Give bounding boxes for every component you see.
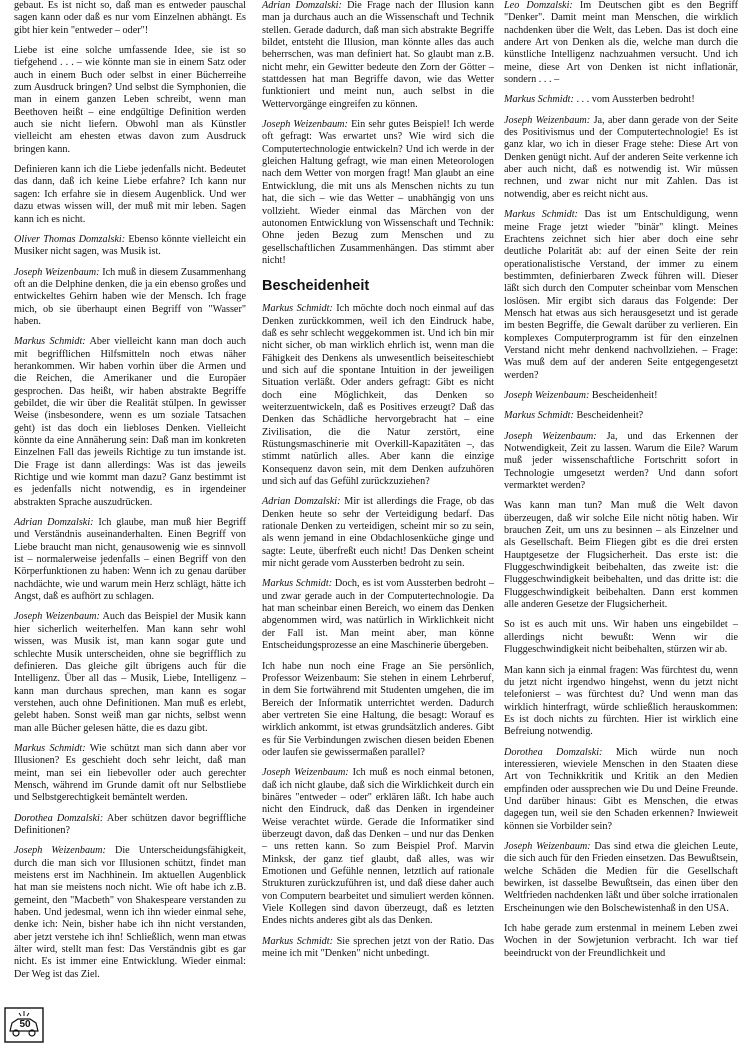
paragraph — [504, 665, 738, 739]
paragraph-text: Aber schützen davor begriffliche Definitionen? — [14, 812, 246, 836]
speaker-name: Adrian Domzalski: — [14, 517, 94, 529]
paragraph — [504, 841, 738, 915]
paragraph — [14, 164, 246, 226]
speaker-name: Markus Schmidt: — [262, 303, 333, 315]
paragraph — [14, 813, 246, 838]
paragraph — [504, 747, 738, 833]
paragraph — [504, 209, 738, 382]
speaker-name: Markus Schmidt: — [504, 94, 574, 106]
paragraph-text: Was kann man tun? Man muß die Welt davon überzeugen, daß wir solche Eile nicht nötig haben. Wir brauchen Zeit, um uns zu besinnen – als Einzelner und als Gesellschaft. Beim Fliegen gibt es die drei ersten Hauptgesetze der Flugsicherheit. Das erste ist: die Fluggeschwindigkeit beibehalten, das zweite ist: die Fluggeschwindigkeit beibehalten, und das dritte ist: die Fluggeschwindigkeit beibehalten. Dann erst kommen alle anderen Gesetze der Flugsicherheit. — [504, 500, 738, 611]
paragraph-text: Aber vielleicht kann man doch auch mit begrifflichen Hilfsmitteln noch etwas näher herankommen. Wir haben vorhin über die Armen und die Reichen, die Amerikaner und die Europäer gesprochen. Das heißt, wir haben abstrakte Begriffe gebildet, die wir über die Realität stülpen. In gewisser Weise (insbesondere, wenn es um soziale Tatsachen geht) ist das doch ein liebloses Denken. Vielleicht könnte da eine Annäherung sein: Daß man im konkreten Einzelnen Fall das jeweils Richtige zu tun imstande ist. Die Frage ist dann allerdings: Was ist das jeweils Richtige und wie kommt man dazu? Ganz bestimmt ist es jedenfalls nicht notwendig, es in irgendeiner abstrakten Sprache auszudrücken. — [14, 336, 246, 508]
document-page — [14, 0, 738, 1050]
section-heading: Bescheidenheit — [262, 278, 370, 295]
speaker-name: Joseph Weizenbaum: — [504, 840, 591, 852]
paragraph-text: . . . vom Aussterben bedroht! — [573, 94, 695, 106]
paragraph — [14, 45, 246, 156]
paragraph — [14, 336, 246, 509]
paragraph — [504, 619, 738, 656]
speaker-name: Joseph Weizenbaum: — [14, 611, 100, 623]
column-3 — [504, 0, 738, 968]
paragraph — [504, 410, 738, 422]
paragraph-text: Das ist um Entschuldigung, wenn meine Frage jetzt wieder "binär" klingt. Meines Erachtens zeichnet sich hier aber doch eine sehr deutliche Polarität ab: auf der einen Seite der rein operationalistische Verstand, der immer zu einem bestimmten, definierbaren Zweck führen will. Dieser läßt sich durch den Computer scheinbar vom Menschen loslösen. Mir ergibt sich daraus das Folgende: Der Mensch hat etwas aus sich herausgesetzt und ist gerade im besten Begriffe, die Gewalt darüber zu verlieren. Ein komplexes Computerprogramm ist für den einzelnen Verstand nicht mehr denkend nachvollziehen. – Frage: Was muß dem auf der anderen Seite entgegengesetzt werden? — [504, 209, 738, 381]
paragraph-text: Ich habe gerade zum erstenmal in meinem Leben zwei Wochen in der Sowjetunion verbracht. Ich war tief beeindruckt von der Freundlichkeit und — [504, 923, 738, 959]
paragraph-text: Definieren kann ich die Liebe jedenfalls nicht. Bedeutet das dann, daß ich keine Liebe erfahre? Ich kann nur sagen: Ich erfahre sie in diesem Augenblick. Und wer dazu etwas wissen will, der muß mit mir leben. Sagen kann ich es nicht. — [14, 164, 246, 225]
paragraph-text: Bescheidenheit! — [589, 389, 658, 401]
paragraph-text: Auch das Beispiel der Musik kann hier sicherlich weiterhelfen. Man kann sehr wohl wissen, was Musik ist, man kann sogar gute und schlechte Musik unterscheiden, ohne sie begrifflich zu definieren. Das gleiche gilt übrigens auch für die Intelligenz. Über all das – Musik, Liebe, Intelligenz – kann man durchaus sprechen, man kann es sogar verstehen, auch ohne Definitionen. Man muß es erlebt, gelebt haben. Sonst weiß man gar nichts, selbst wenn man alle Bücher gelesen hätte, die es dazu gibt. — [14, 611, 246, 734]
paragraph — [262, 661, 494, 760]
paragraph — [14, 234, 246, 259]
paragraph — [262, 767, 494, 927]
paragraph — [504, 115, 738, 201]
paragraph — [14, 267, 246, 329]
speaker-name: Adrian Domzalski: — [262, 0, 342, 11]
speaker-name: Markus Schmidt: — [504, 410, 574, 422]
paragraph — [262, 119, 494, 267]
paragraph-text: Wie schützt man sich dann aber vor Illusionen? Es geschieht doch sehr leicht, daß man meint, man sei ein liebevoller oder auch gerechter Mensch, während im Grunde damit oft nur Selbstliebe und Selbstgerechtigkeit bemäntelt werden. — [14, 742, 246, 804]
paragraph-text: So ist es auch mit uns. Wir haben uns eingebildet – allerdings nicht bewußt: Wenn wir die Fluggeschwindigkeit nicht beibehalten, stürzen wir ab. — [504, 619, 738, 656]
paragraph-text: Die Frage nach der Illusion kann man ja durchaus auch an die Wissenschaft und Technik stellen. Gerade dadurch, daß man sich abstrakte Begriffe bildet, entsteht die Illusion, man könnte alles das auch beherrschen, was man definiert hat. So glaubt man z.B. nicht mehr, ein Gewitter bedeute den Zorn der Götter – stattdessen hat man Begriffe davon, wie das Wetter funktioniert und meint nun, auch selbst in die Wettervorgänge eingreifen zu können. — [262, 0, 494, 110]
speaker-name: Joseph Weizenbaum: — [262, 119, 348, 131]
speaker-name: Markus Schmidt: — [504, 209, 578, 221]
speaker-name: Dorothea Domzalski: — [14, 812, 104, 824]
paragraph-text: gebaut. Es ist nicht so, daß man es entweder pauschal sagen kann oder daß es nur vom Einzelnen abhängt. Es gibt hier kein "entweder – oder"! — [14, 0, 246, 36]
speaker-name: Oliver Thomas Domzalski: — [14, 233, 126, 245]
paragraph-text: Ein sehr gutes Beispiel! Ich werde oft gefragt: Was erwartet uns? Wie wird sich die Computertechnologie entwickeln? Und ich werde in der gleichen Haltung gefragt, wie man einen Meteorologen nach dem Wetter von morgen fragt! Man glaubt an eine Entwicklung, die mit uns als Menschen nichts zu tun hat, die sich – wie das Wetter – unabhängig von uns vollzieht. Wieder einmal das Märchen von der autonomen Entwicklung von Wissenschaft und Technik: Ohne jeden Bezug zum Menschen und zu gesellschaftlichen Zusammenhängen. Das stimmt aber nicht! — [262, 119, 494, 266]
paragraph — [504, 0, 738, 86]
paragraph — [262, 303, 494, 488]
column-1 — [14, 0, 246, 989]
speaker-name: Markus Schmidt: — [14, 336, 86, 348]
paragraph-text: Liebe ist eine solche umfassende Idee, sie ist so tiefgehend . . . – wie könnte man sie in einem Satz oder auch in einem Buch oder selbst in einer Bücherreihe zum Ausdruck bringen? Und selbst die Symphonien, die man in einem ganzen Leben schreibt, wenn man Beethoven heißt – eine endgültige Definition werden auch sie nicht liefern. Obwohl man als Künstler vielleicht am ehesten etwas davon zum Ausdruck bringen kann. — [14, 45, 246, 155]
speaker-name: Joseph Weizenbaum: — [504, 430, 597, 442]
speaker-name: Joseph Weizenbaum: — [504, 389, 590, 401]
paragraph — [262, 936, 494, 961]
paragraph — [14, 845, 246, 981]
speaker-name: Joseph Weizenbaum: — [14, 266, 100, 278]
paragraph — [14, 743, 246, 805]
speaker-name: Joseph Weizenbaum: — [262, 767, 349, 779]
paragraph — [504, 923, 738, 960]
speaker-name: Joseph Weizenbaum: — [14, 845, 106, 857]
paragraph — [14, 0, 246, 37]
paragraph — [262, 0, 494, 111]
speaker-name: Leo Domzalski: — [504, 0, 573, 11]
paragraph-text: Ich habe nun noch eine Frage an Sie persönlich, Professor Weizenbaum: Sie stehen in einem Lehrberuf, in dem Sie fortwährend mit Studenten umgehen, die im Bereich der Informatik unterrichtet werden. Dadurch aber vertreten Sie eine Haltung, die besagt: Worauf es wirklich ankommt, ist etwas grundsätzlich anderes. Gibt es für Sie Verbindungen zwischen diesen beiden Ebenen oder laufen sie gewissermaßen parallel? — [262, 660, 494, 758]
paragraph — [504, 94, 738, 106]
paragraph-text: Ich muß es noch einmal betonen, daß ich nicht glaube, daß sich die Wirklichkeit durch ein binäres "entweder – oder" erklären läßt. Ich habe auch nicht den Eindruck, daß das Denken in irgendeiner Weise verachtet würde. Gerade die Informatiker sind überzeugt davon, daß das Denken – und nur das Denken – uns retten kann. So zum Beispiel Prof. Marvin Minksk, der ganz tief glaubt, daß alles, was wir Emotionen und Gefühle nennen, letztlich auf rationale Strukturen zurückzuführen ist, und daß diese daher auch von Computern bearbeitet und simuliert werden können. Viele Kollegen sind davon überzeugt, daß es letzten Endes nichts anderes gibt als das Denken. — [262, 767, 494, 927]
paragraph-text: Man kann sich ja einmal fragen: Was fürchtest du, wenn du jetzt nicht irgendwo hingehst, wenn du jetzt nicht telefonierst – was fürchtest du? Und wenn man das wirklich hinterfragt, würde schließlich herauskommen: Es ist doch nichts zu fürchten. Hier ist wirklich eine Befreiung notwendig. — [504, 664, 738, 738]
paragraph — [14, 517, 246, 603]
speaker-name: Markus Schmidt: — [262, 935, 333, 947]
speaker-name: Dorothea Domzalski: — [504, 746, 603, 758]
paragraph-text: Die Unterscheidungsfähigkeit, durch die man sich vor Illusionen schützt, findet man meistens erst im Nachhinein. Im aktuellen Augenblick hat man sie meistens noch nicht. Wie oft habe ich z.B. gemeint, den "Macbeth" von Shakespeare verstanden zu haben. Und jedesmal, wenn ich ihn wieder einmal sehe, denke ich: Nein, bisher habe ich ihn nicht verstanden, aber jetzt verstehe ich ihn! Schließlich, wenn man etwas älter wird, stellt man fest: Das Verständnis gibt es gar nicht. Es ist immer eine Entwicklung. Wieder einmal: Der Weg ist das Ziel. — [14, 845, 246, 980]
paragraph — [504, 500, 738, 611]
column-2 — [262, 0, 494, 968]
speaker-name: Markus Schmidt: — [14, 742, 86, 754]
speaker-name: Markus Schmidt: — [262, 578, 333, 590]
paragraph-text: Mich würde nun noch interessieren, wieviele Menschen in den Staaten diese Art von Technikkritik und Kritik an den Medien empfinden oder aussprechen wie Du und Deine Freunde. Und darüber hinaus: Gibt es Menschen, die etwas dagegen tun, weil sie den Schaden erkennen? Inwieweit können sie Vorbilder sein? — [504, 746, 738, 832]
paragraph-text: Doch, es ist vom Aussterben bedroht – und zwar gerade auch in der Computertechnologie. Da hat man scheinbar einen Bereich, wo einem das Denken abgenommen wird, was natürlich in Wirklichkeit nicht der Fall ist. Man meint aber, man könne Entscheidungsprozesse an eine Maschinerie übergeben. — [262, 578, 494, 652]
paragraph-text: Ja, und das Erkennen der Notwendigkeit, Zeit zu lassen. Warum die Eile? Warum muß jeder wissenschaftliche Fortschritt sofort in Technologie umgesetzt werden? Und dann sofort vermarktet werden? — [504, 430, 738, 492]
paragraph — [262, 496, 494, 570]
paragraph — [262, 578, 494, 652]
paragraph — [504, 431, 738, 493]
speaker-name: Joseph Weizenbaum: — [504, 114, 591, 126]
paragraph-text: Ebenso könnte vielleicht ein Musiker nicht sagen, was Musik ist. — [14, 233, 246, 258]
paragraph-text: Bescheidenheit? — [573, 410, 644, 422]
paragraph-text: Ja, aber dann gerade von der Seite des Positivismus und der Computertechnologie! Es ist ganz klar, wo ich in dieser Frage stehe: Diese Art von Denken genügt nicht. Auf der anderen Seite verkenne ich aber auch nicht, daß es notwendig ist. Wir müssen rechnen, und zwar nicht nur mit Zahlen. Das ist notwendig, aber es reicht nicht aus. — [504, 114, 738, 200]
paragraph-text: Mir ist allerdings die Frage, ob das Denken heute so sehr der Verteidigung bedarf. Das rationale Denken zu verteidigen, scheint mir so zu sein, als wenn jemand in eine Obdachlosenküche ginge und sagte: Leute, überfreßt euch nicht! Das Denken scheint mir nicht gerade vom Aussterben bedroht zu sein. — [262, 496, 494, 570]
paragraph — [14, 611, 246, 734]
paragraph-text: Das sind etwa die gleichen Leute, die sich auch für den Frieden einsetzen. Das Bewußtsein, welche Schäden die Medien für die Gesellschaft bewirken, ist dasselbe Bewußtsein, das einen über den Weltfrieden nachdenken läßt und über solche irrationalen Erscheinungen wie den Bolschewistenhaß in den USA. — [504, 840, 739, 914]
speaker-name: Adrian Domzalski: — [262, 496, 341, 508]
paragraph-text: Im Deutschen gibt es den Begriff "Denker". Damit meint man Menschen, die wirklich nachdenken über die Welt, das Leben. Das ist doch eine andere Art von Denken als die, welche man durch die künstliche Intelligenz nachzuahmen versucht. Und ich meine, diese Art von Denken ist nicht inflationär, sondern . . . – — [504, 0, 739, 86]
paragraph-text: Ich möchte doch noch einmal auf das Denken zurückkommen, weil ich den Eindruck habe, daß es sehr schlecht weggekommen ist. Und ich bin mir nicht sicher, ob man wirklich ehrlich ist, wenn man die Fähigkeit des Denkens als unwesentlich beiseiteschiebt und sich auf die spontane Intuition in der jeweiligen Situation verläßt. Oder anders gefragt: Gibt es nicht doch eine Möglichkeit, das Denken so weiterzuentwickeln, daß es Positives erzeugt? Daß das Denken das Schädliche hervorgebracht hat – eine Zivilisation, die die Natur zerstört, eine Rüstungsmaschinerie mit Overkill-Kapazitäten –, das stimmt natürlich alles. Aber kann die einzige Konsequenz davon sein, mit dem Denken aufzuhören und sich auf das Gefühl zurückzuziehen? — [262, 303, 494, 488]
paragraph — [504, 390, 738, 402]
paragraph-text: Ich glaube, man muß hier Begriff und Verständnis auseinanderhalten. Einen Begriff von Liebe braucht man nicht, genausowenig wie es sinnvoll ist – normalerweise jedenfalls – einen Begriff von den Körperfunktionen zu haben: Wenn ich zu genau darüber nachdächte, wie und warum mein Herz schlägt, hätte ich Angst, daß es aufhört zu schlagen. — [14, 517, 246, 603]
paragraph-text: Sie sprechen jetzt von der Ratio. Das meine ich mit "Denken" nicht unbedingt. — [262, 935, 494, 960]
page-number: 50 — [19, 1019, 31, 1030]
paragraph-text: Ich muß in diesem Zusammenhang oft an die Delphine denken, die ja ein ebenso großes und entwickeltes Gehirn haben wie der Mensch. Ich frage mich, ob sie überhaupt einen Begriff von "Wasser" haben. — [14, 266, 246, 327]
